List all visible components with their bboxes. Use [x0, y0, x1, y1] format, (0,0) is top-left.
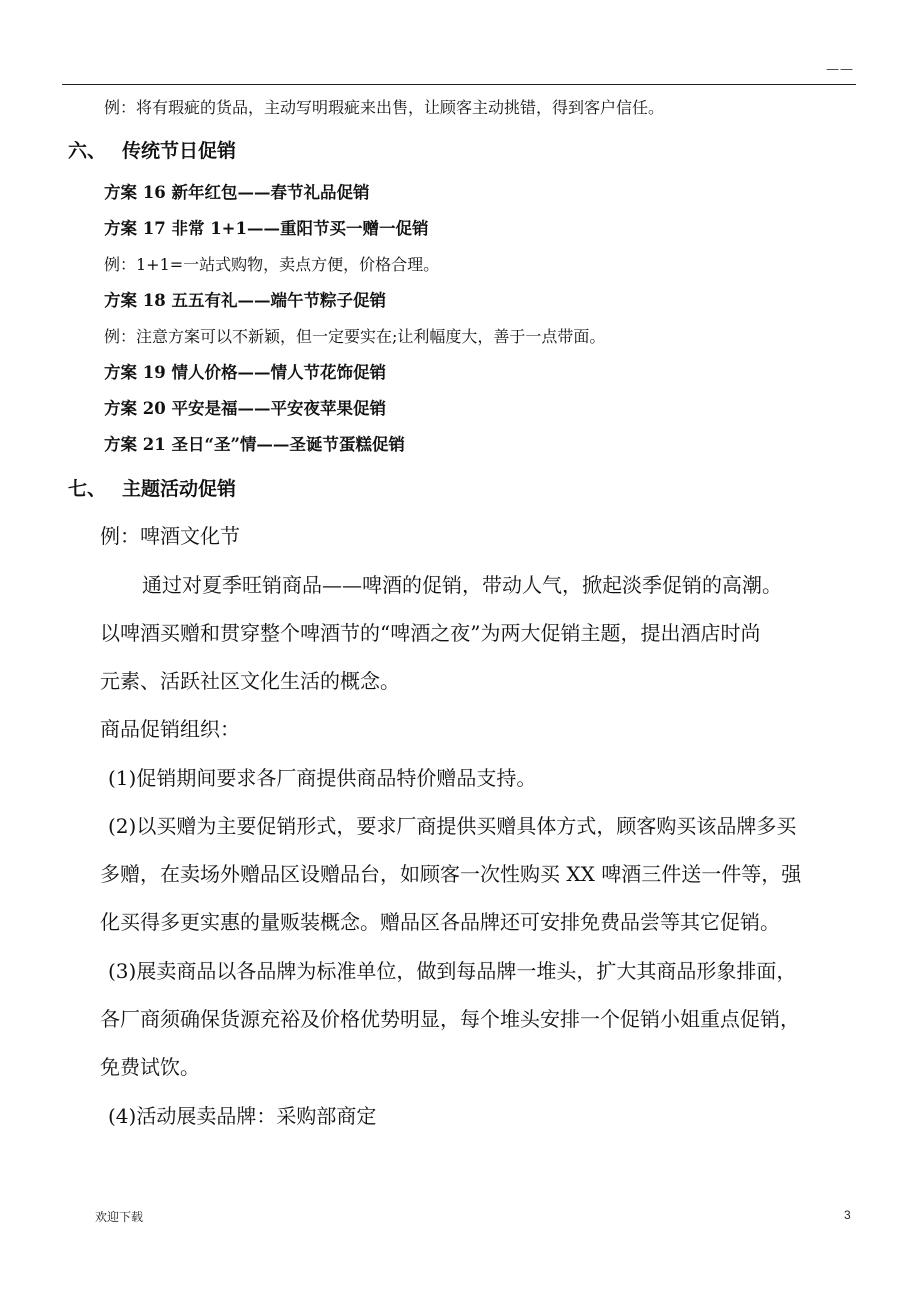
section-6-heading: 传统节日促销	[122, 140, 237, 162]
plan-20: 方案 20 平安是福——平安夜苹果促销	[104, 399, 386, 418]
item-4: (4)活动展卖品牌：采购部商定	[108, 1104, 377, 1128]
section-7-number: 七、	[68, 478, 107, 500]
section-7-heading: 主题活动促销	[122, 478, 237, 500]
body-line-2: 以啤酒买赠和贯穿整个啤酒节的“啤酒之夜”为两大促销主题，提出酒店时尚	[100, 621, 761, 645]
item-2-line-3: 化买得多更实惠的量贩装概念。赠品区各品牌还可安排免费品尝等其它促销。	[100, 910, 780, 934]
header-mark: ——	[826, 62, 854, 77]
plan-17: 方案 17 非常 1+1——重阳节买一赠一促销	[104, 219, 429, 238]
org-label: 商品促销组织：	[100, 717, 240, 741]
plan-16: 方案 16 新年红包——春节礼品促销	[104, 183, 370, 202]
footer-download-text: 欢迎下载	[95, 1210, 144, 1224]
example-practical: 例：注意方案可以不新颖，但一定要实在;让利幅度大，善于一点带面。	[104, 327, 606, 346]
item-3-line-1: (3)展卖商品以各品牌为标准单位，做到每品牌一堆头，扩大其商品形象排面，	[108, 959, 797, 983]
item-3-line-3: 免费试饮。	[100, 1055, 200, 1079]
item-2-line-2: 多赠，在卖场外赠品区设赠品台，如顾客一次性购买 XX 啤酒三件送一件等，强	[100, 862, 802, 886]
body-line-3: 元素、活跃社区文化生活的概念。	[100, 669, 400, 693]
body-line-1: 通过对夏季旺销商品——啤酒的促销，带动人气，掀起淡季促销的高潮。	[142, 573, 782, 597]
plan-18: 方案 18 五五有礼——端午节粽子促销	[104, 291, 386, 310]
section-6-number: 六、	[68, 140, 107, 162]
example-defect-goods: 例：将有瑕疵的货品，主动写明瑕疵来出售，让顾客主动挑错，得到客户信任。	[104, 98, 665, 117]
example-one-stop: 例：1+1=一站式购物，卖点方便，价格合理。	[104, 255, 440, 274]
item-1: (1)促销期间要求各厂商提供商品特价赠品支持。	[108, 766, 537, 790]
plan-21: 方案 21 圣日“圣”情——圣诞节蛋糕促销	[104, 435, 405, 454]
plan-19: 方案 19 情人价格——情人节花饰促销	[104, 363, 386, 382]
item-3-line-2: 各厂商须确保货源充裕及价格优势明显，每个堆头安排一个促销小姐重点促销，	[100, 1007, 800, 1031]
header-rule	[62, 84, 856, 85]
page-number: 3	[844, 1208, 851, 1222]
item-2-line-1: (2)以买赠为主要促销形式，要求厂商提供买赠具体方式，顾客购买该品牌多买	[108, 814, 797, 838]
example-beer-festival: 例：啤酒文化节	[100, 524, 240, 548]
